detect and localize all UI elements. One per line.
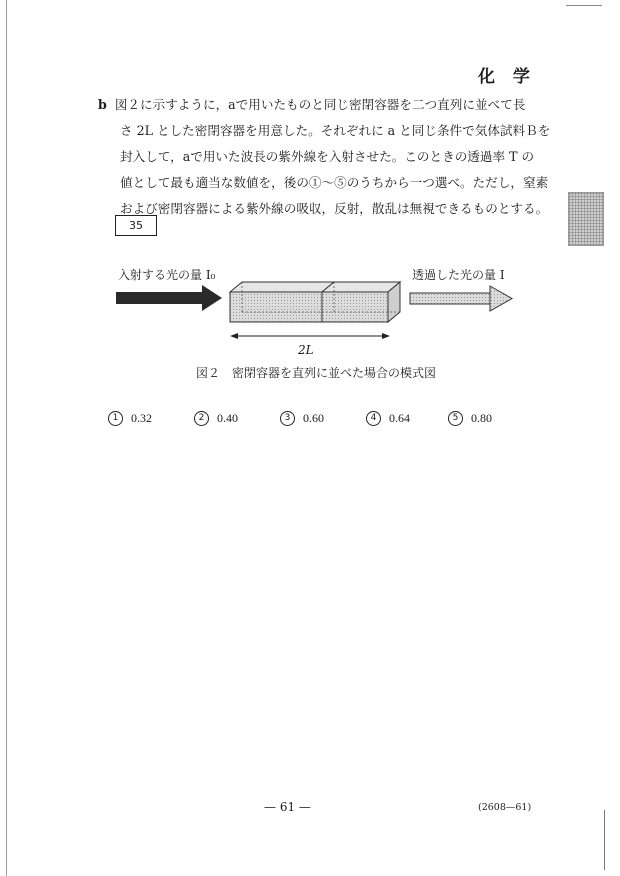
- exam-code: (2608—61): [478, 802, 532, 813]
- page-left-edge: [6, 0, 7, 876]
- choice-2-value: 0.40: [217, 411, 238, 425]
- question-label: b: [98, 97, 107, 112]
- question-line-1: b 図２に示すように，aで用いたものと同じ密閉容器を二つ直列に並べて長: [98, 97, 526, 112]
- transmitted-arrow: [410, 286, 512, 311]
- answer-number-box: 35: [115, 215, 157, 236]
- page-right-edge: [604, 810, 605, 870]
- choice-2[interactable]: [194, 411, 238, 426]
- choice-5[interactable]: [448, 411, 492, 426]
- choice-3-mark: 3: [280, 411, 295, 426]
- length-label: 2L: [298, 343, 314, 357]
- question-line-4: 値として最も適当な数値を，後の①～⑤のうちから一つ選べ。ただし，窒素: [120, 175, 549, 190]
- question-line-5: および密閉容器による紫外線の吸収，反射，散乱は無視できるものとする。: [120, 201, 549, 216]
- choice-5-value: 0.80: [471, 411, 492, 425]
- choice-4-value: 0.64: [389, 411, 410, 425]
- choice-4-mark: 4: [366, 411, 381, 426]
- page-number: — 61 —: [264, 800, 311, 814]
- subject-header: 化 学: [478, 67, 536, 87]
- choice-4[interactable]: [366, 411, 410, 426]
- question-line-2: さ 2L とした密閉容器を用意した。それぞれに a と同じ条件で気体試料Ｂを: [120, 123, 551, 138]
- section-index-tab: [568, 192, 604, 246]
- length-dimension-arrow: [230, 333, 390, 339]
- transmitted-light-label: 透過した光の量 I: [412, 268, 505, 282]
- question-text: [98, 92, 551, 222]
- sealed-container-left: [230, 282, 334, 322]
- container-diagram: [110, 270, 530, 346]
- choice-2-mark: 2: [194, 411, 209, 426]
- choice-1-value: 0.32: [131, 411, 152, 425]
- incoming-arrow: [116, 285, 222, 311]
- choice-3-value: 0.60: [303, 411, 324, 425]
- choice-3[interactable]: [280, 411, 324, 426]
- choice-5-mark: 5: [448, 411, 463, 426]
- choice-1-mark: 1: [108, 411, 123, 426]
- incoming-light-label: 入射する光の量 I₀: [118, 268, 216, 282]
- question-line-3: 封入して，aで用いた波長の紫外線を入射させた。このときの透過率 T の: [120, 149, 535, 164]
- page-corner-line: [566, 5, 602, 6]
- figure-caption: 図２ 密閉容器を直列に並べた場合の模式図: [196, 366, 437, 380]
- choice-1[interactable]: [108, 411, 152, 426]
- answer-choices: [108, 411, 528, 431]
